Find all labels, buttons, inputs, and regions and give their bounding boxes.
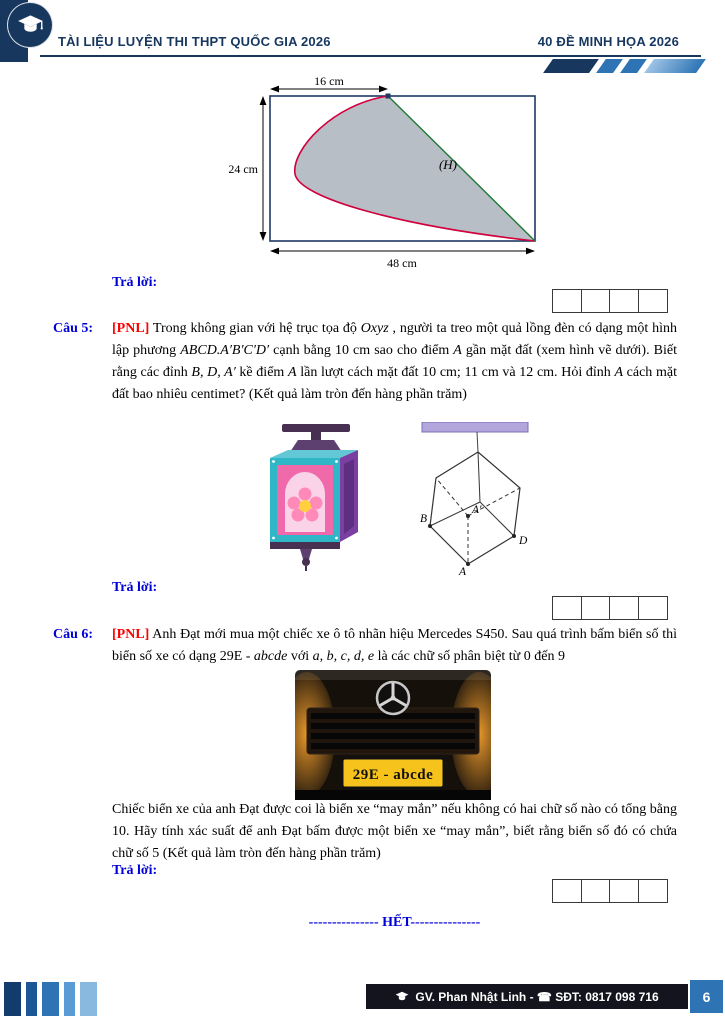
graduation-cap-icon (17, 12, 44, 39)
geometry-figure (215, 76, 545, 277)
answer-box (552, 879, 582, 903)
footer-decoration-bars (4, 982, 97, 1016)
answer-box (581, 289, 611, 313)
region-H-label: (H) (438, 157, 458, 172)
answer-box (609, 596, 639, 620)
answer-label: Trả lời: (112, 275, 158, 290)
footer-contact-bar (366, 984, 688, 1009)
question-tag: [PNL] (112, 321, 150, 336)
question-body-text: Anh Đạt mới mua một chiếc xe ô tô nhãn hiệu Mercedes S450. Sau quá trình bấm biển số thì biển số xe có dạng 29E - abcde với a, b, c, d, e là các chữ số phân biệt từ 0 đến 9 (112, 627, 677, 664)
question-number: Câu 5: (53, 321, 94, 336)
dimension-bottom: 48 cm (387, 256, 417, 270)
question-tag: [PNL] (112, 627, 150, 642)
answer-boxes (553, 879, 668, 903)
vertex-label-D: D (519, 535, 528, 547)
page-number: 6 (690, 980, 723, 1013)
question-6-continued: Chiếc biển xe của anh Đạt được coi là biển xe “may mắn” nếu không có hai chữ số nào có tổng bằng 10. Hãy tính xác suất để anh Đạt bấm được một biển xe “may mắn”, biết rằng biển số đó có chứa chữ số 5 (Kết quả làm tròn đến hàng phần trăm) (112, 802, 677, 861)
answer-box (581, 596, 611, 620)
answer-box (552, 596, 582, 620)
answer-boxes (553, 596, 668, 620)
question-6 (53, 624, 677, 668)
answer-box (609, 879, 639, 903)
header-divider (40, 55, 701, 57)
graduation-cap-icon (395, 990, 409, 1004)
question-body-text: Trong không gian với hệ trục tọa độ Oxyz , người ta treo một quả lồng đèn có dạng một hình lập phương ABCD.A′B′C′D′ cạnh bằng 10 cm sao cho điểm A gần mặt đất (xem hình vẽ dưới). Biết rằng các đỉnh B, D, A′ kề điểm A lần lượt cách mặt đất 10 cm; 11 cm và 12 cm. Hỏi đỉnh A cách mặt đất bao nhiêu centimet? (Kết quả làm tròn đến hàng phần trăm) (112, 321, 677, 402)
lantern-illustration (258, 420, 373, 577)
brand-logo (7, 2, 53, 48)
hanging-string (477, 432, 478, 452)
question-text (112, 624, 677, 668)
header-right-title: 40 ĐỀ MINH HỌA 2026 (537, 34, 679, 49)
region-H-fill (295, 96, 535, 241)
cube-diagram (420, 422, 532, 583)
question-text (112, 318, 677, 406)
answer-label: Trả lời: (112, 580, 158, 595)
car-photo (295, 670, 491, 805)
answer-box (638, 879, 668, 903)
header-title-row (58, 34, 679, 49)
header-left-title: TÀI LIỆU LUYỆN THI THPT QUỐC GIA 2026 (58, 34, 331, 49)
question-number: Câu 6: (53, 627, 94, 642)
question-5 (53, 318, 677, 406)
answer-box (638, 596, 668, 620)
answer-box (552, 289, 582, 313)
answer-box (638, 289, 668, 313)
vertex-label-A-prime: A′ (472, 504, 482, 516)
footer-contact-text: GV. Phan Nhật Linh - ☎ SĐT: 0817 098 716 (415, 989, 659, 1004)
answer-label: Trả lời: (112, 863, 158, 878)
vertex-label-B: B (420, 513, 428, 525)
dimension-left: 24 cm (228, 162, 258, 176)
answer-box (581, 879, 611, 903)
license-plate-text: 29E - abcde (352, 767, 434, 783)
answer-boxes (553, 289, 668, 313)
end-marker: --------------- HẾT--------------- (308, 915, 481, 930)
header-stripes (548, 59, 701, 73)
answer-box (609, 289, 639, 313)
apex-marker (386, 94, 391, 99)
dimension-top: 16 cm (314, 76, 344, 88)
vertex-label-A: A (459, 566, 467, 578)
mercedes-star-icon (377, 682, 409, 714)
ceiling-bar (422, 422, 528, 432)
